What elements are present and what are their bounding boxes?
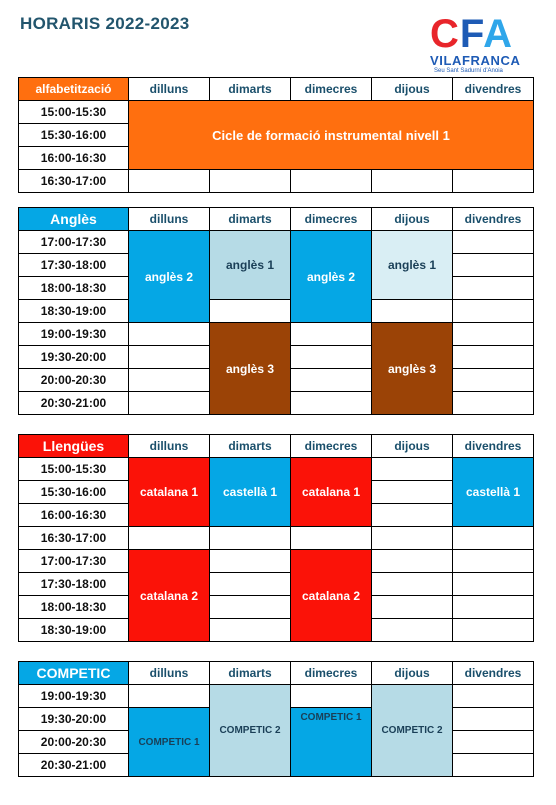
day-header: dijous — [372, 435, 453, 458]
time-slot: 20:30-21:00 — [19, 392, 129, 415]
class-cell-competic-1: COMPETIC 1 — [129, 708, 210, 777]
class-cell-competic-2: COMPETIC 2 — [372, 685, 453, 777]
empty-cell — [453, 527, 534, 550]
time-slot: 17:00-17:30 — [19, 231, 129, 254]
class-cell-angles-1: anglès 1 — [210, 231, 291, 300]
empty-cell — [291, 346, 372, 369]
class-cell-castella-1: castellà 1 — [453, 458, 534, 527]
empty-cell — [372, 550, 453, 573]
header-row — [19, 208, 534, 231]
empty-cell — [291, 527, 372, 550]
empty-cell — [291, 369, 372, 392]
day-header: divendres — [453, 78, 534, 101]
empty-cell — [210, 596, 291, 619]
empty-cell — [453, 392, 534, 415]
empty-cell — [129, 527, 210, 550]
day-header: dijous — [372, 78, 453, 101]
class-cell-angles-3: anglès 3 — [372, 323, 453, 415]
header-row — [19, 662, 534, 685]
class-cell-angles-2: anglès 2 — [291, 231, 372, 323]
empty-cell — [453, 369, 534, 392]
table-alfabetitzacio — [18, 77, 534, 193]
empty-cell — [210, 619, 291, 642]
empty-cell — [372, 573, 453, 596]
empty-cell — [291, 685, 372, 708]
day-header: dimecres — [291, 435, 372, 458]
time-slot: 20:00-20:30 — [19, 369, 129, 392]
empty-cell — [453, 300, 534, 323]
page-title: HORARIS 2022-2023 — [20, 14, 190, 33]
empty-cell — [372, 481, 453, 504]
class-cell-competic-1: COMPETIC 1 — [291, 708, 372, 777]
empty-cell — [453, 323, 534, 346]
day-header: dimarts — [210, 435, 291, 458]
table-angles — [18, 207, 534, 415]
empty-cell — [129, 392, 210, 415]
day-header: dilluns — [129, 435, 210, 458]
day-header: divendres — [453, 662, 534, 685]
header-row — [19, 78, 534, 101]
time-slot: 16:00-16:30 — [19, 504, 129, 527]
empty-cell — [129, 369, 210, 392]
empty-cell — [372, 596, 453, 619]
day-header: dijous — [372, 208, 453, 231]
section-title: COMPETIC — [19, 662, 129, 685]
day-header: dilluns — [129, 78, 210, 101]
empty-cell — [210, 527, 291, 550]
day-header: dimecres — [291, 208, 372, 231]
time-slot: 19:30-20:00 — [19, 708, 129, 731]
day-header: dimecres — [291, 78, 372, 101]
day-header: divendres — [453, 208, 534, 231]
time-slot: 19:00-19:30 — [19, 323, 129, 346]
empty-cell — [372, 527, 453, 550]
time-slot: 15:30-16:00 — [19, 481, 129, 504]
empty-cell — [210, 573, 291, 596]
empty-cell — [291, 392, 372, 415]
empty-cell — [210, 550, 291, 573]
time-slot: 19:00-19:30 — [19, 685, 129, 708]
empty-cell — [453, 346, 534, 369]
empty-cell — [453, 277, 534, 300]
header-row — [19, 435, 534, 458]
empty-cell — [129, 346, 210, 369]
class-cell-angles-1: anglès 1 — [372, 231, 453, 300]
class-cell-angles-2: anglès 2 — [129, 231, 210, 323]
time-slot: 15:00-15:30 — [19, 101, 129, 124]
empty-cell — [372, 300, 453, 323]
day-header: dimecres — [291, 662, 372, 685]
time-slot: 17:30-18:00 — [19, 573, 129, 596]
time-slot: 16:30-17:00 — [19, 170, 129, 193]
empty-cell — [129, 170, 210, 193]
time-slot: 20:00-20:30 — [19, 731, 129, 754]
empty-cell — [453, 619, 534, 642]
time-slot: 17:30-18:00 — [19, 254, 129, 277]
empty-cell — [453, 596, 534, 619]
empty-cell — [372, 170, 453, 193]
day-header: dimarts — [210, 662, 291, 685]
empty-cell — [291, 170, 372, 193]
class-cell-catalana-2: catalana 2 — [291, 550, 372, 642]
empty-cell — [291, 323, 372, 346]
section-title: alfabetització — [19, 78, 129, 101]
time-slot: 18:00-18:30 — [19, 277, 129, 300]
day-header: dijous — [372, 662, 453, 685]
empty-cell — [372, 619, 453, 642]
table-competic — [18, 661, 534, 777]
day-header: dilluns — [129, 208, 210, 231]
empty-cell — [372, 458, 453, 481]
time-slot: 18:00-18:30 — [19, 596, 129, 619]
cfa-logo — [426, 12, 538, 76]
class-cell-instrumental: Cicle de formació instrumental nivell 1 — [129, 101, 534, 170]
class-cell-catalana-1: catalana 1 — [129, 458, 210, 527]
empty-cell — [129, 685, 210, 708]
class-cell-castella-1: castellà 1 — [210, 458, 291, 527]
empty-cell — [453, 754, 534, 777]
day-header: dimarts — [210, 208, 291, 231]
empty-cell — [453, 254, 534, 277]
table-llengues — [18, 434, 534, 642]
section-title: Anglès — [19, 208, 129, 231]
time-slot: 15:00-15:30 — [19, 458, 129, 481]
class-cell-angles-3: anglès 3 — [210, 323, 291, 415]
time-slot: 18:30-19:00 — [19, 300, 129, 323]
logo-subtitle: Seu Sant Sadurní d'Anoia — [434, 68, 503, 74]
empty-cell — [453, 708, 534, 731]
day-header: divendres — [453, 435, 534, 458]
day-header: dilluns — [129, 662, 210, 685]
empty-cell — [453, 231, 534, 254]
time-slot: 17:00-17:30 — [19, 550, 129, 573]
empty-cell — [453, 170, 534, 193]
empty-cell — [453, 685, 534, 708]
logo-letters: CFA — [430, 12, 514, 56]
day-header: dimarts — [210, 78, 291, 101]
empty-cell — [210, 300, 291, 323]
empty-cell — [210, 170, 291, 193]
empty-cell — [453, 731, 534, 754]
empty-cell — [453, 550, 534, 573]
time-slot: 16:00-16:30 — [19, 147, 129, 170]
time-slot: 19:30-20:00 — [19, 346, 129, 369]
time-slot: 18:30-19:00 — [19, 619, 129, 642]
class-cell-catalana-2: catalana 2 — [129, 550, 210, 642]
section-title: Llengües — [19, 435, 129, 458]
logo-city: VILAFRANCA — [430, 53, 521, 68]
class-cell-competic-2: COMPETIC 2 — [210, 685, 291, 777]
empty-cell — [372, 504, 453, 527]
empty-cell — [129, 323, 210, 346]
time-slot: 20:30-21:00 — [19, 754, 129, 777]
time-slot: 15:30-16:00 — [19, 124, 129, 147]
class-cell-catalana-1: catalana 1 — [291, 458, 372, 527]
time-slot: 16:30-17:00 — [19, 527, 129, 550]
empty-cell — [453, 573, 534, 596]
